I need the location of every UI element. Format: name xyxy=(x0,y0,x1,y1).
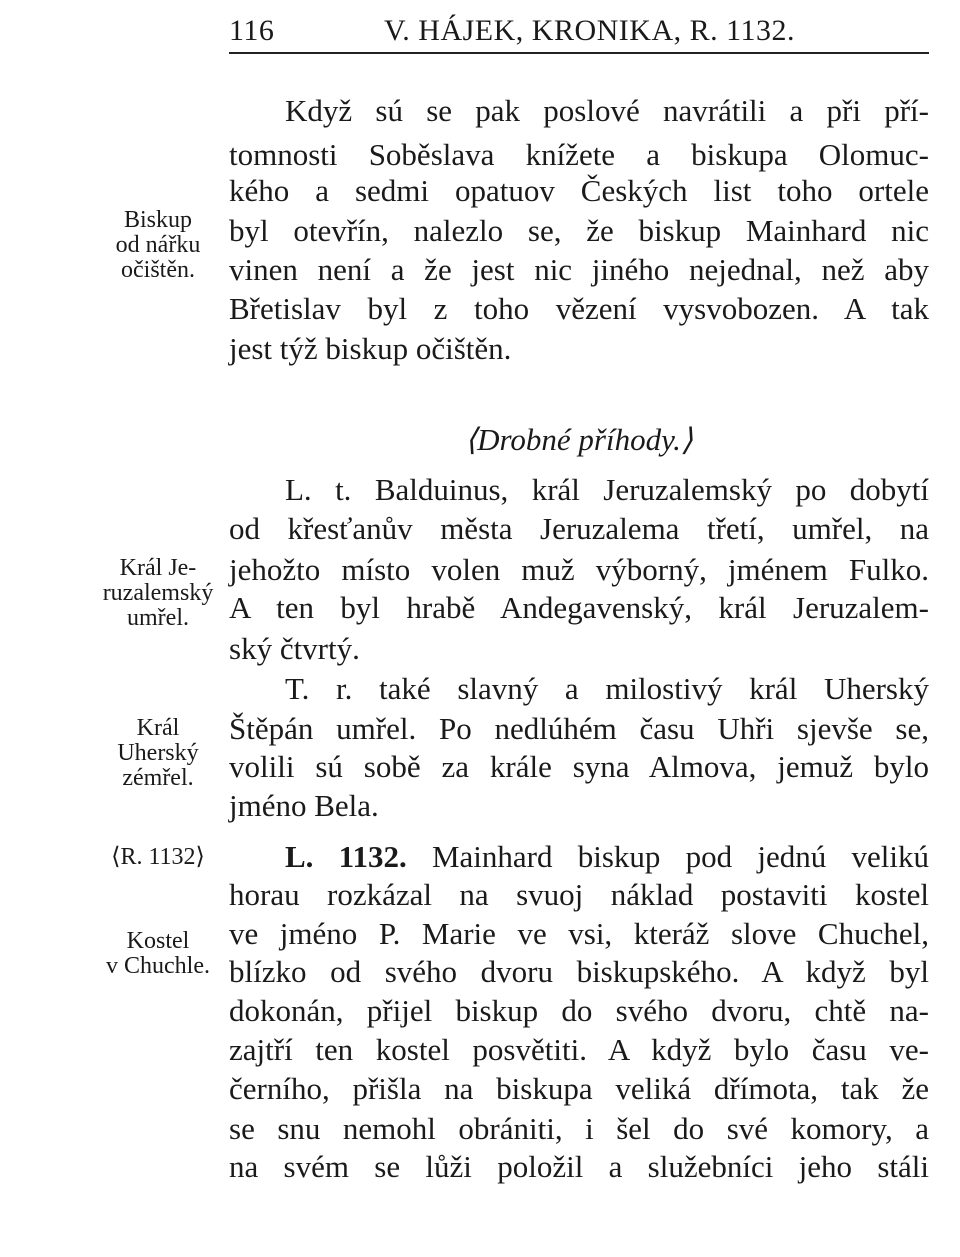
body-text: Mainhard biskup pod jednú velikú xyxy=(431,839,930,874)
body-line: blízko od svého dvoru biskupského. A když byl xyxy=(229,954,929,989)
section-subheading: ⟨Drobné příhody.⟩ xyxy=(465,422,693,457)
year-label: L. 1132. xyxy=(285,839,407,874)
body-line: horau rozkázal na svuoj náklad postaviti kostel xyxy=(229,877,929,912)
body-line: byl otevřín, nalezlo se, že biskup Mainhard nic xyxy=(229,213,929,248)
body-line: ve jméno P. Marie ve vsi, kteráž slove Chuchel, xyxy=(229,916,929,951)
body-line: jehožto místo volen muž výborný, jménem Fulko. xyxy=(229,552,929,587)
body-line: A ten byl hrabě Andegavenský, král Jeruzalem- xyxy=(229,590,929,625)
body-line: T. r. také slavný a milostivý král Uherský xyxy=(285,671,929,706)
body-line: černího, přišla na biskupa veliká dřímota, tak že xyxy=(229,1071,929,1106)
margin-note-line: Kostel xyxy=(126,928,190,954)
margin-note-year: ⟨R. 1132⟩ xyxy=(111,844,205,870)
body-line: Když sú se pak poslové navrátili a při pří- xyxy=(285,93,929,128)
margin-note-line: ruzalemský xyxy=(102,580,214,606)
margin-note-biskup xyxy=(88,208,228,283)
margin-note-line: od nářku xyxy=(115,232,201,258)
body-line: od křesťanův města Jeruzalema třetí, umřel, na xyxy=(229,511,929,546)
body-line: zajtří ten kostel posvětiti. A když bylo času ve- xyxy=(229,1032,929,1067)
body-line: ský čtvrtý. xyxy=(229,631,360,666)
margin-note-line: Uherský xyxy=(117,740,199,766)
margin-note-line: Král xyxy=(136,715,180,741)
body-line xyxy=(229,838,929,876)
body-line: kého a sedmi opatuov Českých list toho ortele xyxy=(229,173,929,208)
body-line: Štěpán umřel. Po nedlúhém času Uhři sjevše se, xyxy=(229,711,929,746)
margin-note-line: očištěn. xyxy=(121,257,195,283)
body-line: vinen není a že jest nic jiného nejednal, než aby xyxy=(229,252,929,287)
margin-note-line: umřel. xyxy=(127,605,189,631)
margin-note-kral-uhersky xyxy=(88,716,228,791)
margin-note-kral-jeruzalemsky xyxy=(88,556,228,631)
header-rule xyxy=(229,52,929,54)
body-line: dokonán, přijel biskup do svého dvoru, chtě na- xyxy=(229,993,929,1028)
body-line: jest týž biskup očištěn. xyxy=(229,331,512,366)
margin-note-line: v Chuchle. xyxy=(106,953,210,979)
body-line: volili sú sobě za krále syna Almova, jemuž bylo xyxy=(229,749,929,784)
body-line: L. t. Balduinus, král Jeruzalemský po dobytí xyxy=(285,472,929,507)
margin-note-line: Biskup xyxy=(123,207,192,233)
body-line: jméno Bela. xyxy=(229,788,379,823)
page-number: 116 xyxy=(229,14,275,47)
margin-note-line: zémřel. xyxy=(122,765,194,791)
body-line: Břetislav byl z toho vězení vysvobozen. A tak xyxy=(229,291,929,326)
running-title: V. HÁJEK, KRONIKA, R. 1132. xyxy=(384,14,796,47)
margin-note-kostel xyxy=(88,929,228,979)
body-line: se snu nemohl obrániti, i šel do své komory, a xyxy=(229,1111,929,1146)
margin-note-line: Král Je- xyxy=(119,555,197,581)
body-line: na svém se lůži položil a služebníci jeho stáli xyxy=(229,1149,929,1184)
body-line: tomnosti Soběslava knížete a biskupa Olomuc- xyxy=(229,137,929,172)
